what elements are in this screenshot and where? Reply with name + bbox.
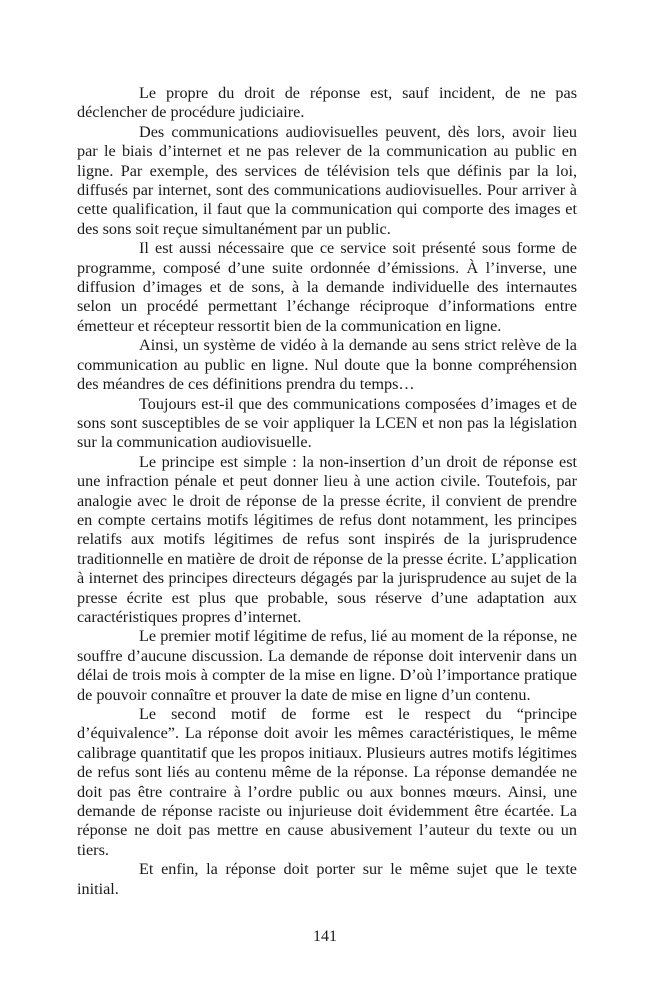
paragraph-8: Le second motif de forme est le respect du “principe d’équivalence”. La réponse doit avoir les mêmes caractéristiques, le même calibrage quantitatif que les propos initiaux. Plusieurs autres motifs légitimes de refus sont liés au contenu même de la réponse. La réponse demandée ne doit pas être contraire à l’ordre public ou aux bonnes mœurs. Ainsi, une demande de réponse raciste ou injurieuse doit évidemment être écartée. La réponse ne doit pas mettre en cause abusivement l’auteur du texte ou un tiers.: [77, 705, 577, 859]
paragraph-1: Le propre du droit de réponse est, sauf incident, de ne pas déclencher de procédure judiciaire.: [77, 84, 577, 122]
paragraph-5: Toujours est-il que des communications composées d’images et de sons sont susceptibles de se voir appliquer la LCEN et non pas la législation sur la communication audiovisuelle.: [77, 394, 577, 452]
page-number: 141: [313, 928, 337, 945]
page-body: [77, 84, 577, 899]
paragraph-7: Le premier motif légitime de refus, lié au moment de la réponse, ne souffre d’aucune discussion. La demande de réponse doit intervenir dans un délai de trois mois à compter de la mise en ligne. D’où l’importance pratique de pouvoir connaître et prouver la date de mise en ligne d’un contenu.: [77, 627, 577, 704]
paragraph-9: Et enfin, la réponse doit porter sur le même sujet que le texte initial.: [77, 860, 577, 898]
paragraph-6: Le principe est simple : la non-insertion d’un droit de réponse est une infraction pénale et peut donner lieu à une action civile. Toutefois, par analogie avec le droit de réponse de la presse écrite, il convient de prendre en compte certains motifs légitimes de refus dont notamment, les principes relatifs aux motifs légitimes de refus sont inspirés de la jurisprudence traditionnelle en matière de droit de réponse de la presse écrite. L’application à internet des principes directeurs dégagés par la jurisprudence au sujet de la presse écrite est plus que probable, sous réserve d’une adaptation aux caractéristiques propres d’internet.: [77, 452, 577, 626]
paragraph-3: Il est aussi nécessaire que ce service soit présenté sous forme de programme, composé d’une suite ordonnée d’émissions. À l’inverse, une diffusion d’images et de sons, à la demande individuelle des internautes selon un procédé permettant l’échange réciproque d’informations entre émetteur et récepteur ressortit bien de la communication en ligne.: [77, 239, 577, 335]
paragraph-4: Ainsi, un système de vidéo à la demande au sens strict relève de la communication au public en ligne. Nul doute que la bonne compréhension des méandres de ces définitions prendra du temps…: [77, 336, 577, 394]
paragraph-2: Des communications audiovisuelles peuvent, dès lors, avoir lieu par le biais d’internet et ne pas relever de la communication au public en ligne. Par exemple, des services de télévision tels que définis par la loi, diffusés par internet, sont des communications audiovisuelles. Pour arriver à cette qualification, il faut que la communication qui comporte des images et des sons soit reçue simultanément par un public.: [77, 122, 577, 238]
